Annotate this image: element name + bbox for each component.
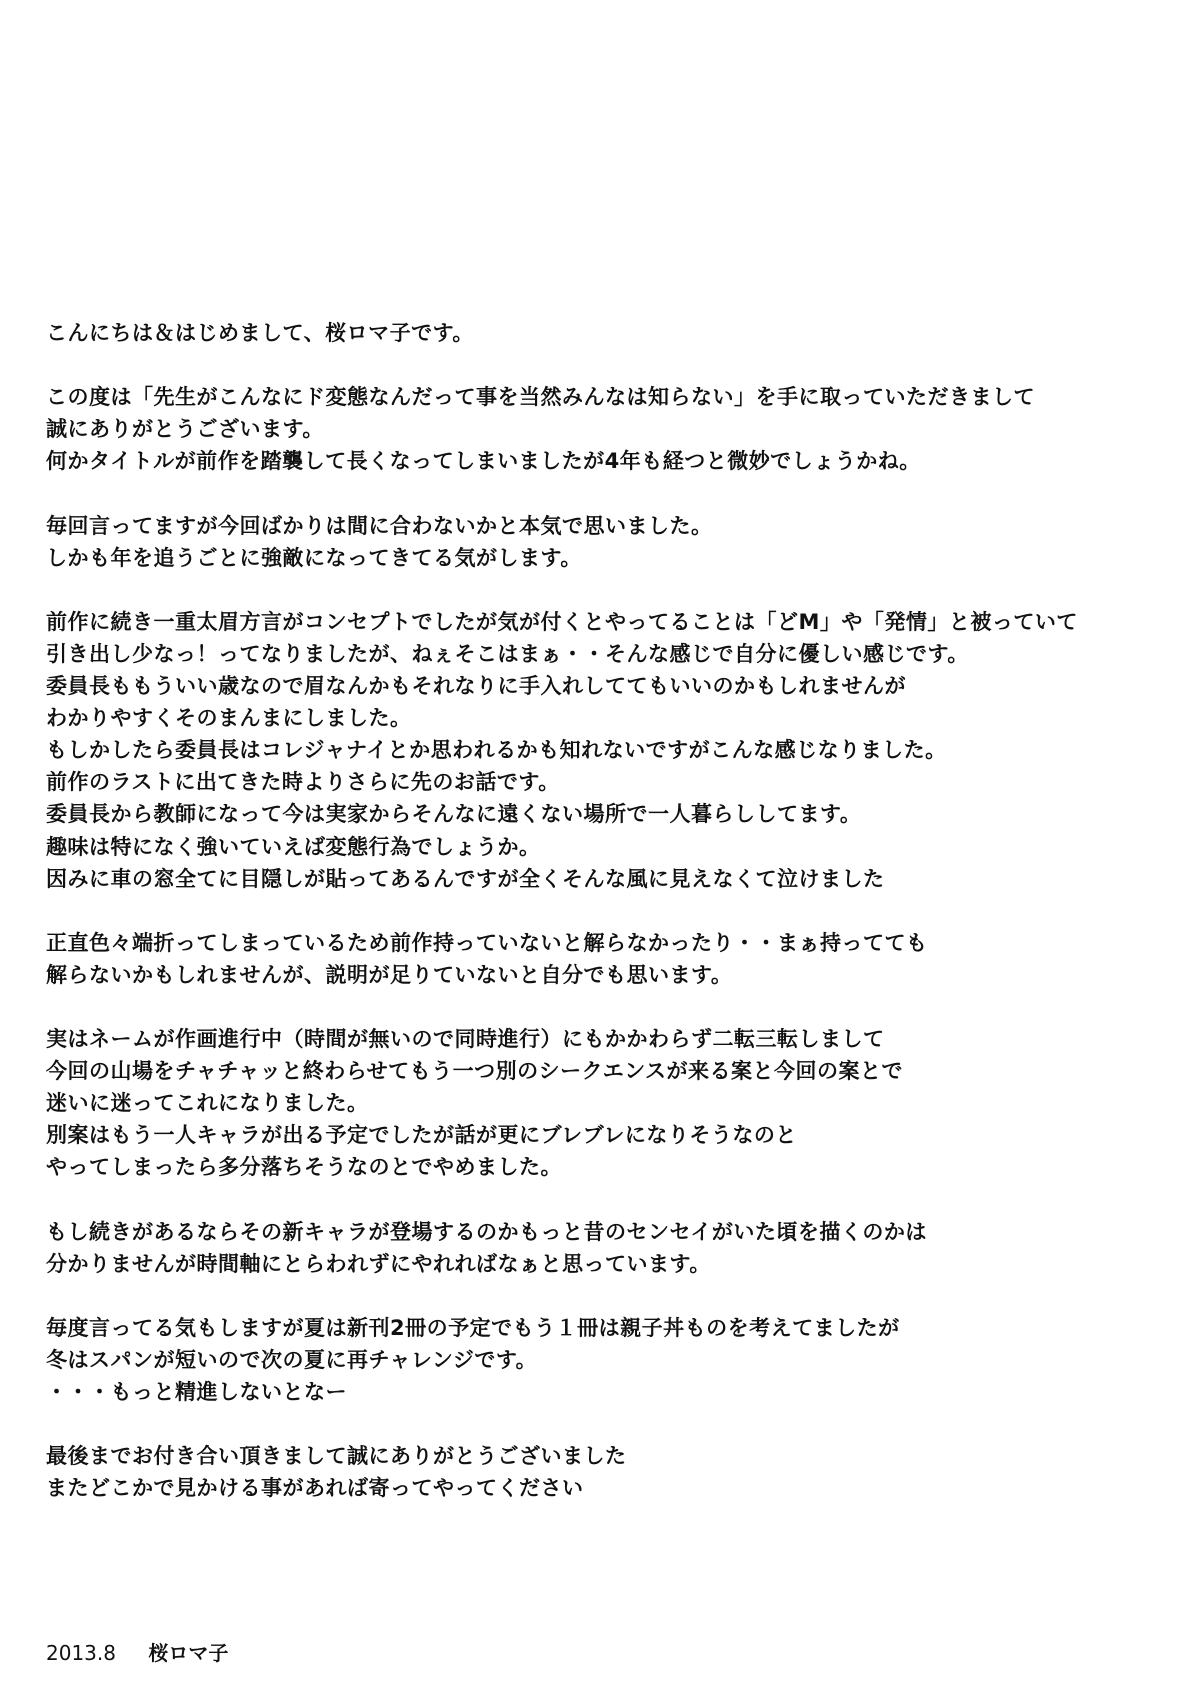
- text-line: 引き出し少なっ！ってなりましたが、ねぇそこはまぁ・・そんな感じで自分に優しい感じです。: [46, 641, 969, 666]
- text-line: しかも年を追うごとに強敵になってきてる気がします。: [46, 545, 582, 570]
- paragraph-spacer: [46, 1280, 1166, 1312]
- text-line: もし続きがあるならその新キャラが登場するのかもっと昔のセンセイがいた頃を描くのかは: [46, 1219, 927, 1244]
- text-line: 別案はもう一人キャラが出る予定でしたが話が更にブレブレになりそうなのと: [46, 1123, 797, 1148]
- paragraph: [46, 510, 1166, 574]
- text-line: 委員長から教師になって今は実家からそんなに遠くない場所で一人暮らししてます。: [46, 802, 862, 827]
- text-line: 誠にありがとうございます。: [46, 417, 324, 442]
- signature: [46, 1638, 228, 1668]
- paragraph-spacer: [46, 895, 1166, 927]
- signature-author: 桜ロマ子: [148, 1641, 229, 1665]
- text-line: 迷いに迷ってこれになりました。: [46, 1091, 369, 1116]
- text-line: 冬はスパンが短いので次の夏に再チャレンジです。: [46, 1348, 538, 1372]
- paragraph: [46, 1440, 1166, 1504]
- text-line: 趣味は特になく強いていえば変態行為でしょうか。: [46, 834, 541, 859]
- paragraph: [46, 606, 1166, 895]
- text-line: 因みに車の窓全てに目隠しが貼ってあるんですが全くそんな風に見えなくて泣けました: [46, 866, 885, 891]
- afterword-body: [46, 317, 1166, 1504]
- text-line: もしかしたら委員長はコレジャナイとか思われるかも知れないですがこんな感じなりました。: [46, 738, 947, 763]
- paragraph-spacer: [46, 349, 1166, 381]
- paragraph-spacer: [46, 477, 1166, 509]
- paragraph-spacer: [46, 1184, 1166, 1216]
- text-line: 今回の山場をチャチャッと終わらせてもう一つ別のシークエンスが来る案と今回の案とで: [46, 1059, 904, 1084]
- paragraph: [46, 317, 1166, 349]
- text-line: ・・・もっと精進しないとなー: [46, 1380, 347, 1405]
- paragraph-spacer: [46, 574, 1166, 606]
- text-line: 何かタイトルが前作を踏襲して長くなってしまいましたが4年も経つと微妙でしょうかね。: [46, 449, 921, 474]
- paragraph: [46, 927, 1166, 991]
- text-line: こんにちは＆はじめまして、桜ロマ子です。: [46, 321, 474, 345]
- text-line: わかりやすくそのまんまにしました。: [46, 706, 412, 731]
- text-line: 毎回言ってますが今回ばかりは間に合わないかと本気で思いました。: [46, 513, 713, 538]
- text-line: 前作に続き一重太眉方言がコンセプトでしたが気が付くとやってることは「どM」や「発情」と被っていて: [46, 609, 1078, 634]
- text-line: 前作のラストに出てきた時よりさらに先のお話です。: [46, 770, 560, 795]
- signature-date: 2013.8: [46, 1641, 116, 1665]
- text-line: 毎度言ってる気もしますが夏は新刊2冊の予定でもう１冊は親子丼ものを考えてましたが: [46, 1315, 900, 1340]
- text-line: 正直色々端折ってしまっているため前作持っていないと解らなかったり・・まぁ持ってても: [46, 930, 928, 955]
- paragraph: [46, 1023, 1166, 1183]
- text-line: 実はネームが作画進行中（時間が無いので同時進行）にもかかわらず二転三転しまして: [46, 1027, 885, 1052]
- text-line: この度は「先生がこんなにド変態なんだって事を当然みんなは知らない」を手に取っていただきまして: [46, 385, 1035, 410]
- paragraph-spacer: [46, 991, 1166, 1023]
- text-line: 最後までお付き合い頂きまして誠にありがとうございました: [46, 1444, 627, 1469]
- text-line: またどこかで見かける事があれば寄ってやってください: [46, 1476, 584, 1501]
- text-line: 解らないかもしれませんが、説明が足りていないと自分でも思います。: [46, 962, 733, 987]
- text-line: 分かりませんが時間軸にとらわれずにやれればなぁと思っています。: [46, 1251, 711, 1276]
- paragraph: [46, 1216, 1166, 1280]
- text-line: やってしまったら多分落ちそうなのとでやめました。: [46, 1155, 562, 1180]
- paragraph: [46, 1312, 1166, 1408]
- text-line: 委員長ももういい歳なので眉なんかもそれなりに手入れしててもいいのかもしれませんが: [46, 674, 906, 699]
- paragraph-spacer: [46, 1408, 1166, 1440]
- paragraph: [46, 381, 1166, 477]
